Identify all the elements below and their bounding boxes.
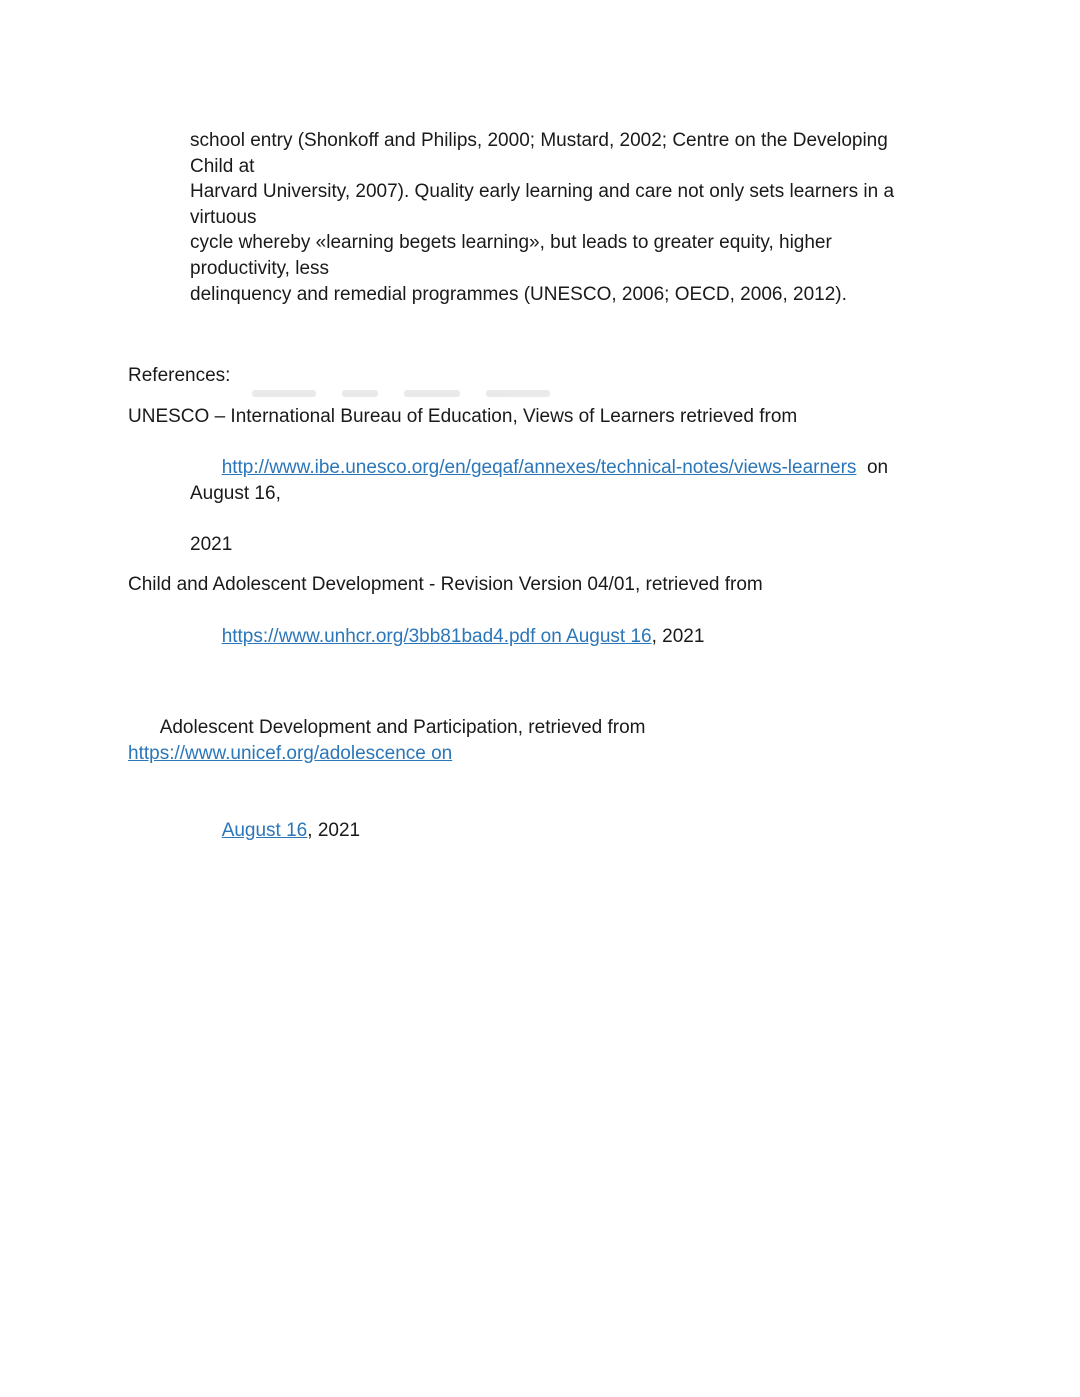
reference-link-unicef-continued[interactable]: August 16 <box>221 819 308 841</box>
reference-link-unhcr[interactable]: https://www.unhcr.org/3bb81bad4.pdf on August 16 <box>221 625 652 647</box>
reference-entry-unesco <box>128 404 934 558</box>
reference-text: on August 16, <box>190 456 893 504</box>
reference-entry-unhcr <box>128 572 934 674</box>
paragraph-line: school entry (Shonkoff and Philips, 2000; Mustard, 2002; Centre on the Developing Child at <box>190 130 894 177</box>
reference-link-unicef[interactable]: https://www.unicef.org/adolescence on <box>128 742 453 764</box>
reference-text: 2021 <box>190 533 233 555</box>
reference-text: , 2021 <box>651 625 705 647</box>
faint-erased-text-artifact <box>252 390 550 397</box>
reference-text: , 2021 <box>307 819 361 841</box>
reference-text: Child and Adolescent Development - Revision Version 04/01, retrieved from <box>128 574 763 596</box>
reference-text: Adolescent Development and Participation, retrieved from <box>159 717 651 739</box>
intro-paragraph <box>190 128 934 307</box>
paragraph-line: delinquency and remedial programmes (UNESCO, 2006; OECD, 2006, 2012). <box>190 283 847 305</box>
reference-entry-unicef <box>128 690 934 869</box>
paragraph-line: Harvard University, 2007). Quality early learning and care not only sets learners in a virtuous <box>190 181 900 228</box>
reference-link-unesco[interactable]: http://www.ibe.unesco.org/en/geqaf/annexes/technical-notes/views-learners <box>221 456 857 478</box>
references-heading: References: <box>128 365 231 387</box>
reference-text: UNESCO – International Bureau of Education, Views of Learners retrieved from <box>128 405 798 427</box>
paragraph-line: cycle whereby «learning begets learning», but leads to greater equity, higher productivity, less <box>190 232 838 279</box>
